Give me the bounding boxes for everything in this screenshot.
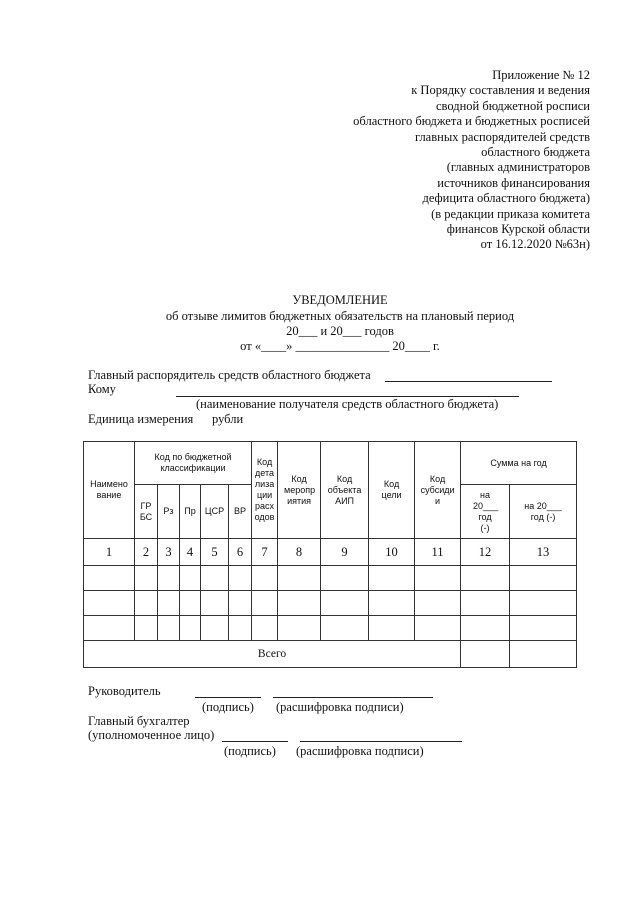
header-sum-year-2: на 20___ год (-) bbox=[510, 485, 577, 539]
column-number: 3 bbox=[158, 539, 180, 566]
appendix-line: (в редакции приказа комитета bbox=[431, 206, 590, 221]
appendix-line: источников финансирования bbox=[437, 175, 590, 190]
header-sum-group: Сумма на год bbox=[461, 442, 577, 485]
head-decoding-hint: (расшифровка подписи) bbox=[276, 700, 404, 714]
appendix-line: сводной бюджетной росписи bbox=[435, 98, 590, 113]
appendix-line: областного бюджета bbox=[481, 145, 590, 160]
header-rz: Рз bbox=[158, 485, 180, 539]
column-number: 11 bbox=[415, 539, 461, 566]
document-title: УВЕДОМЛЕНИЕ bbox=[292, 293, 388, 307]
distributor-label: Главный распорядитель средств областного бюджета bbox=[88, 368, 371, 382]
header-pr: Пр bbox=[180, 485, 201, 539]
table-row bbox=[84, 566, 577, 591]
header-event-code: Код меропр иятия bbox=[278, 442, 321, 539]
recipient-hint: (наименование получателя средств областного бюджета) bbox=[196, 397, 499, 411]
header-name: Наимено вание bbox=[84, 442, 135, 539]
appendix-line: от 16.12.2020 №63н) bbox=[480, 237, 590, 252]
header-aip-code: Код объекта АИП bbox=[321, 442, 369, 539]
header-sum-year-1: на 20___ год (-) bbox=[461, 485, 510, 539]
distributor-field-line bbox=[385, 381, 552, 382]
column-number: 13 bbox=[510, 539, 577, 566]
unit-label: Единица измерения bbox=[88, 412, 194, 426]
table-header-row bbox=[84, 442, 577, 485]
accountant-label: Главный бухгалтер bbox=[88, 714, 190, 728]
header-detail-code: Код дета лиза ции расх одов bbox=[252, 442, 278, 539]
column-number: 4 bbox=[180, 539, 201, 566]
document-subtitle: об отзыве лимитов бюджетных обязательств на плановый период bbox=[165, 309, 515, 323]
appendix-block bbox=[290, 68, 590, 253]
to-label: Кому bbox=[88, 382, 116, 396]
accountant-decoding-line bbox=[300, 741, 462, 742]
table-row bbox=[84, 616, 577, 641]
header-grbs: ГР БС bbox=[135, 485, 158, 539]
header-code-group: Код по бюджетной классификации bbox=[135, 442, 252, 485]
head-label: Руководитель bbox=[88, 684, 161, 698]
header-goal-code: Код цели bbox=[369, 442, 415, 539]
total-row bbox=[84, 641, 577, 668]
appendix-line: областного бюджета и бюджетных росписей bbox=[353, 114, 590, 129]
period-line: 20___ и 20___ годов bbox=[286, 324, 394, 338]
header-csr: ЦСР bbox=[201, 485, 229, 539]
accountant-decoding-hint: (расшифровка подписи) bbox=[296, 744, 424, 758]
appendix-line: к Порядку составления и ведения bbox=[411, 83, 590, 98]
table-row bbox=[84, 591, 577, 616]
column-number: 10 bbox=[369, 539, 415, 566]
total-label: Всего bbox=[84, 641, 461, 668]
unit-value: рубли bbox=[212, 412, 244, 426]
head-signature-hint: (подпись) bbox=[202, 700, 254, 714]
appendix-line: главных распорядителей средств bbox=[414, 129, 590, 144]
column-number: 2 bbox=[135, 539, 158, 566]
limits-table bbox=[83, 441, 577, 668]
head-signature-line bbox=[195, 697, 261, 698]
total-sum-year-2 bbox=[510, 641, 577, 668]
head-decoding-line bbox=[273, 697, 433, 698]
accountant-signature-hint: (подпись) bbox=[224, 744, 276, 758]
accountant-signature-line bbox=[222, 741, 288, 742]
total-sum-year-1 bbox=[461, 641, 510, 668]
column-number: 6 bbox=[229, 539, 252, 566]
column-number: 5 bbox=[201, 539, 229, 566]
header-vr: ВР bbox=[229, 485, 252, 539]
column-number: 1 bbox=[84, 539, 135, 566]
column-number: 12 bbox=[461, 539, 510, 566]
appendix-line: дефицита областного бюджета) bbox=[422, 191, 590, 206]
column-number: 9 bbox=[321, 539, 369, 566]
header-subsidy-code: Код субсиди и bbox=[415, 442, 461, 539]
column-number: 7 bbox=[252, 539, 278, 566]
date-line: от «____» _______________ 20____ г. bbox=[240, 339, 440, 353]
column-number: 8 bbox=[278, 539, 321, 566]
appendix-line: Приложение № 12 bbox=[492, 68, 590, 82]
appendix-line: (главных администраторов bbox=[446, 160, 590, 175]
appendix-line: финансов Курской области bbox=[446, 222, 590, 237]
authorized-label: (уполномоченное лицо) bbox=[88, 728, 215, 742]
column-numbers-row bbox=[84, 539, 577, 566]
